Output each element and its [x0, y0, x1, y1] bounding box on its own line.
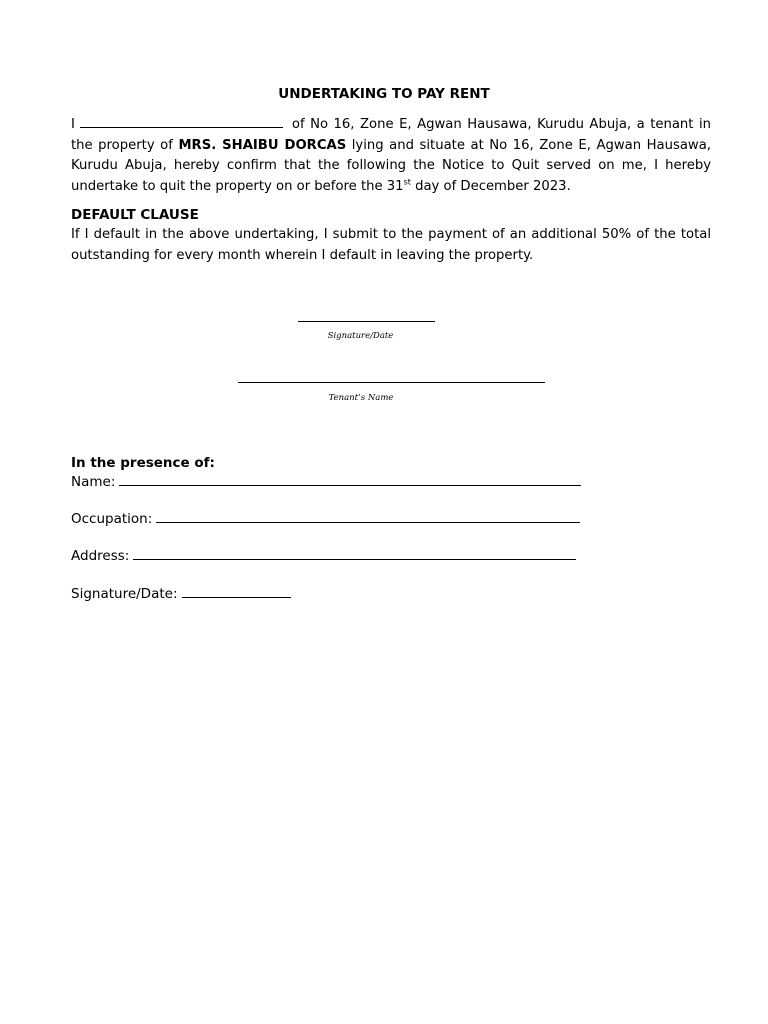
undertaking-pronoun: I: [71, 117, 75, 132]
witness-name-line[interactable]: [119, 473, 581, 486]
property-owner-name: MRS. SHAIBU DORCAS: [178, 137, 347, 153]
tenant-name-line[interactable]: [238, 382, 545, 383]
witness-signature-field: [71, 584, 291, 604]
tenant-name-blank[interactable]: [80, 116, 283, 128]
witness-address-line[interactable]: [133, 547, 576, 560]
document-title: UNDERTAKING TO PAY RENT: [278, 86, 490, 102]
ordinal-suffix: st: [403, 177, 411, 187]
witness-heading: In the presence of:: [71, 455, 215, 471]
signature-date-line[interactable]: [298, 321, 435, 322]
witness-signature-label: Signature/Date:: [71, 586, 178, 602]
witness-address-label: Address:: [71, 548, 130, 564]
signature-date-caption: Signature/Date: [327, 331, 394, 341]
witness-name-label: Name:: [71, 474, 116, 490]
witness-name-field: [71, 472, 581, 492]
undertaking-text-before-owner: of No 16, Zone E, Agwan Hausawa, Kurudu Abuja, a tenant in the property of: [71, 117, 711, 153]
default-clause-text: If I default in the above undertaking, I submit to the payment of an additional 50% of the total outstanding for every month wherein I default in leaving the property.: [71, 227, 711, 263]
witness-occupation-label: Occupation:: [71, 511, 153, 527]
witness-occupation-line[interactable]: [156, 510, 580, 523]
witness-signature-line[interactable]: [182, 585, 291, 598]
default-clause-heading: DEFAULT CLAUSE: [71, 207, 199, 223]
undertaking-text-end: day of December 2023.: [415, 178, 571, 194]
tenant-name-caption: Tenant’s Name: [328, 393, 394, 403]
undertaking-text-after-owner: lying and situate at No 16, Zone E, Agwan Hausawa, Kurudu Abuja, hereby confirm that the following the Notice to Quit served on me, I hereby undertake to quit the property on or before the 31: [71, 137, 711, 194]
witness-address-field: [71, 546, 576, 566]
undertaking-paragraph: [71, 115, 711, 197]
witness-occupation-field: [71, 509, 580, 529]
